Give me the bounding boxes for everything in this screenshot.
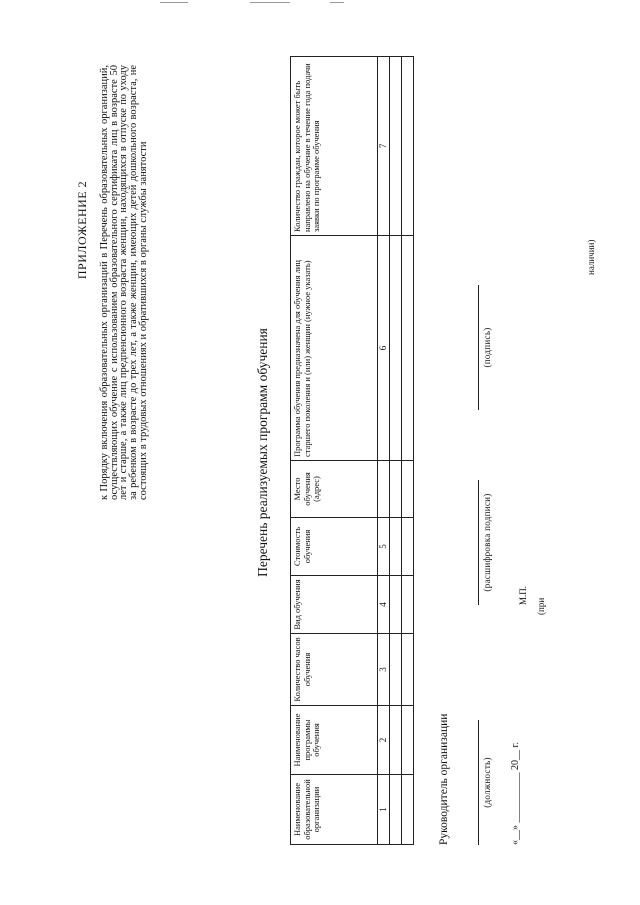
stamp-note-start: (при: [536, 597, 546, 615]
column-number: 6: [378, 236, 390, 461]
column-number: 3: [378, 634, 390, 706]
table-cell: [402, 461, 414, 518]
appendix-title: ПРИЛОЖЕНИЕ 2: [75, 180, 89, 280]
table-cell: [390, 57, 402, 236]
column-number: 7: [378, 57, 390, 236]
column-number: 1: [378, 775, 390, 845]
table-row: [402, 57, 414, 845]
table-cell: [390, 236, 402, 461]
position-line: [478, 720, 479, 845]
column-header: Программа обучения предназначена для обучения лиц старшего поколения и (или) женщин (нужное указать): [291, 236, 378, 461]
stamp-mark: М.П.: [518, 585, 528, 605]
column-number: 2: [378, 706, 390, 775]
signature-decoding-caption: (расшифровка подписи): [482, 493, 492, 592]
table-cell: [390, 518, 402, 576]
table-cell: [390, 461, 402, 518]
column-number: 4: [378, 576, 390, 634]
column-header: Вид обучения: [291, 576, 378, 634]
table-cell: [402, 576, 414, 634]
table-cell: [402, 57, 414, 236]
table-header-row: [291, 57, 378, 845]
decoding-line: [478, 480, 479, 605]
column-header: Стоимость обучения: [291, 518, 378, 576]
column-number: 5: [378, 518, 390, 576]
column-header: Количество граждан, которое может быть направлено на обучение в течение года подачи заявки по программе обучения: [291, 57, 378, 236]
section-title: Перечень реализуемых программ обучения: [255, 328, 270, 577]
table-cell: [402, 775, 414, 845]
table-cell: [402, 236, 414, 461]
date-line: «__» __________ 20__ г.: [510, 742, 521, 845]
column-header: Место обучения (адрес): [291, 461, 378, 518]
table-cell: [402, 634, 414, 706]
head-of-organization-label: Руководитель организации: [438, 713, 450, 845]
signature-line: [478, 285, 479, 410]
table-row: [390, 57, 402, 845]
column-header: Наименование образовательной организации: [291, 775, 378, 845]
appendix-reference-text: к Порядку включения образовательных организаций в Перечень образовательных организаций, осуществляющих обучение с использованием образовательного сертификата лиц в возрасте 50 лет и старше, а также лиц предпенсионного возраста женщин, находящихся в отпуске по уходу за ребенком в возрасте до трех лет, а также женщин, имеющих детей дошкольного возраста, не состоящих в трудовых отношениях и обратившихся в органы службы занятости: [99, 65, 149, 500]
table-cell: [390, 775, 402, 845]
stamp-note-end: наличии): [586, 239, 596, 275]
table-cell: [390, 576, 402, 634]
position-caption: (должность): [482, 757, 492, 808]
table-cell: [390, 706, 402, 775]
table-cell: [390, 634, 402, 706]
signature-caption: (подпись): [482, 327, 492, 368]
table-cell: [402, 706, 414, 775]
table-cell: [402, 518, 414, 576]
column-number-row: [378, 57, 390, 845]
column-number: [378, 461, 390, 518]
column-header: Наименование программы обучения: [291, 706, 378, 775]
programs-table: [290, 56, 414, 845]
column-header: Количество часов обучения: [291, 634, 378, 706]
